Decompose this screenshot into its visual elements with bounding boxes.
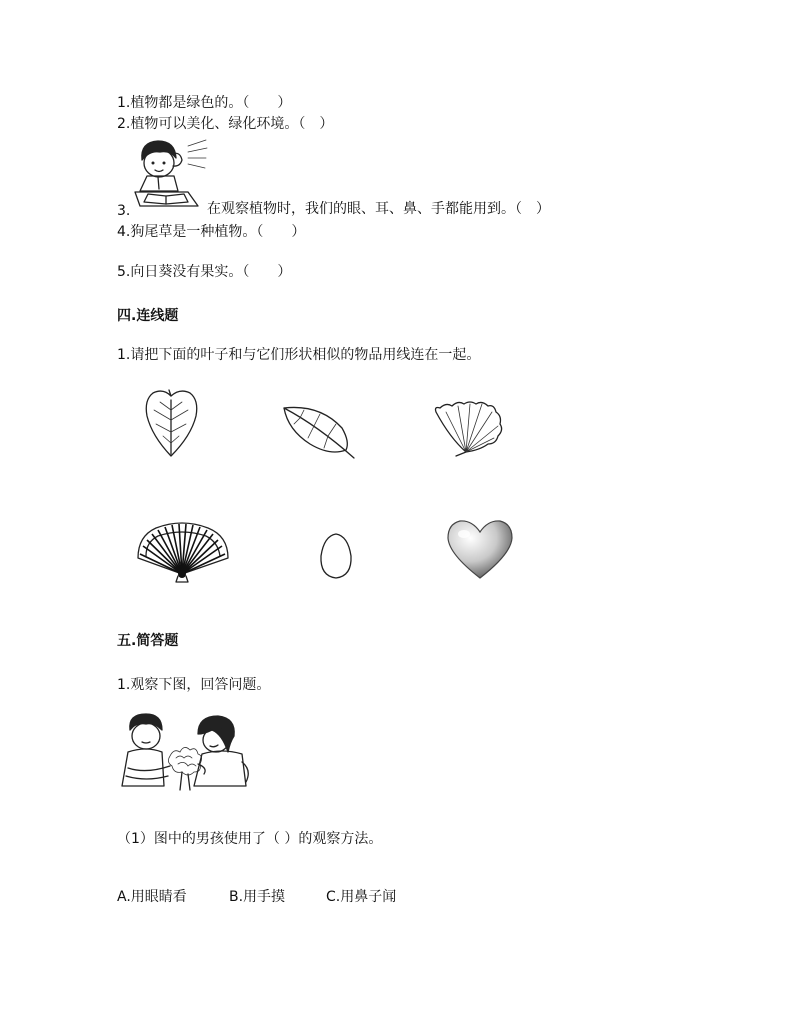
section-4-title: 四.连线题 xyxy=(117,308,179,324)
oval-leaf-icon xyxy=(280,404,356,460)
ginkgo-leaf-icon xyxy=(430,398,506,456)
heart-leaf-icon xyxy=(142,388,202,460)
boy-reading-illustration xyxy=(130,136,210,212)
section-5-sub-question: （1）图中的男孩使用了（ ）的观察方法。 xyxy=(117,831,383,847)
judge-item-3-number: 3. xyxy=(117,203,131,219)
heart-icon xyxy=(446,518,514,580)
judge-item-5: 5.向日葵没有果实。（ ） xyxy=(117,264,292,280)
section-5-question: 1.观察下图，回答问题。 xyxy=(117,677,271,693)
children-smelling-flowers-illustration xyxy=(118,712,258,792)
judge-item-3: 在观察植物时，我们的眼、耳、鼻、手都能用到。（ ） xyxy=(207,201,550,217)
section-4-question: 1.请把下面的叶子和与它们形状相似的物品用线连在一起。 xyxy=(117,347,481,363)
judge-item-2: 2.植物可以美化、绿化环境。（ ） xyxy=(117,116,334,132)
judge-item-1: 1.植物都是绿色的。（ ） xyxy=(117,95,292,111)
section-5-title: 五.简答题 xyxy=(117,633,179,649)
option-b: B.用手摸 xyxy=(229,889,286,905)
judge-item-4: 4.狗尾草是一种植物。（ ） xyxy=(117,224,306,240)
option-c: C.用鼻子闻 xyxy=(326,889,397,905)
option-a: A.用眼睛看 xyxy=(117,889,187,905)
folding-fan-icon xyxy=(136,524,230,584)
egg-icon xyxy=(318,532,354,580)
